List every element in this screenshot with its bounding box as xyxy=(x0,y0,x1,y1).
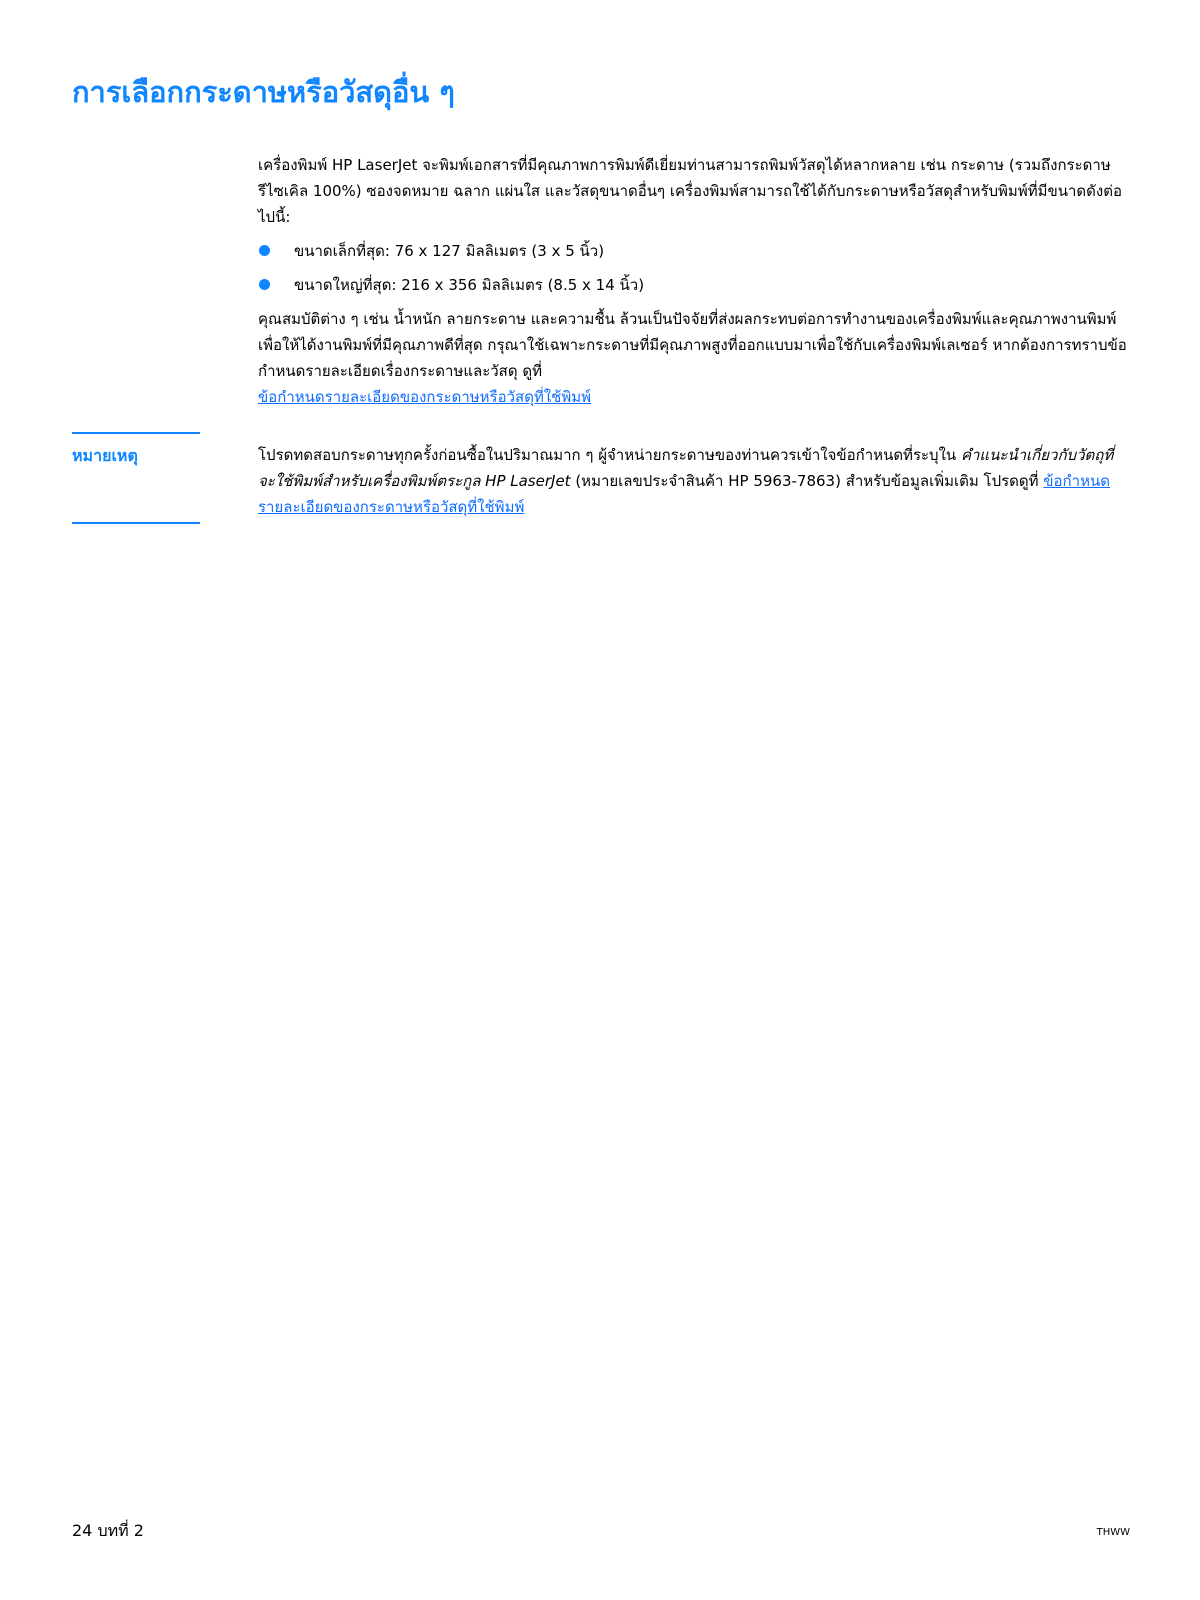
intro-paragraph: เครื่องพิมพ์ HP LaserJet จะพิมพ์เอกสารที่มีคุณภาพการพิมพ์ดีเยี่ยมท่านสามารถพิมพ์วัสดุได้หลากหลาย เช่น กระดาษ (รวมถึงกระดาษรีไซเคิล 100%) ซองจดหมาย ฉลาก แผ่นใส และวัสดุขนาดอื่นๆ เครื่องพิมพ์สามารถใช้ได้กับกระดาษหรือวัสดุสำหรับพิมพ์ที่มีขนาดดังต่อไปนี้: xyxy=(258,156,1122,226)
properties-paragraph xyxy=(258,306,1130,410)
properties-text: คุณสมบัติต่าง ๆ เช่น น้ำหนัก ลายกระดาษ และความชื้น ล้วนเป็นปัจจัยที่ส่งผลกระทบต่อการทำงานของเครื่องพิมพ์และคุณภาพงานพิมพ์ เพื่อให้ได้งานพิมพ์ที่มีคุณภาพดีที่สุด กรุณาใช้เฉพาะกระดาษที่มีคุณภาพสูงที่ออกแบบมาเพื่อใช้กับเครื่องพิมพ์เลเซอร์ หากต้องการทราบข้อกำหนดรายละเอียดเรื่องกระดาษและวัสดุ ดูที่ xyxy=(258,310,1127,380)
page-title: การเลือกกระดาษหรือวัสดุอื่น ๆ xyxy=(72,75,455,109)
doc-code: THWW xyxy=(1096,1527,1130,1538)
size-maximum: ขนาดใหญ่ที่สุด: 216 x 356 มิลลิเมตร (8.5 x 14 นิ้ว) xyxy=(294,276,645,294)
note-text xyxy=(258,442,1130,520)
list-item xyxy=(258,238,1130,264)
bullet-icon xyxy=(259,279,270,290)
size-minimum: ขนาดเล็กที่สุด: 76 x 127 มิลลิเมตร (3 x 5 นิ้ว) xyxy=(294,242,605,260)
note-top-rule xyxy=(72,432,200,434)
note-bottom-rule xyxy=(72,522,200,524)
note-text-start: โปรดทดสอบกระดาษทุกครั้งก่อนซื้อในปริมาณมาก ๆ ผู้จำหน่ายกระดาษของท่านควรเข้าใจข้อกำหนดที่ระบุใน xyxy=(258,446,961,464)
bullet-icon xyxy=(259,245,270,256)
note-text-middle: (หมายเลขประจำสินค้า HP 5963-7863) สำหรับข้อมูลเพิ่มเติม โปรดดูที่ xyxy=(570,472,1044,490)
list-item xyxy=(258,272,1130,298)
main-content xyxy=(258,152,1130,410)
note-paper-specs-link[interactable]: ข้อกำหนดรายละเอียดของกระดาษหรือวัสดุที่ใช้พิมพ์ xyxy=(258,472,1110,516)
paper-specs-link[interactable]: ข้อกำหนดรายละเอียดของกระดาษหรือวัสดุที่ใช้พิมพ์ xyxy=(258,388,591,406)
note-label: หมายเหตุ xyxy=(72,446,138,465)
size-list xyxy=(258,238,1130,298)
page-number: 24 บทที่ 2 xyxy=(72,1521,144,1540)
guide-title: คำแนะนำเกี่ยวกับวัตถุที่จะใช้พิมพ์สำหรับเครื่องพิมพ์ตระกูล HP LaserJet xyxy=(258,446,1114,490)
